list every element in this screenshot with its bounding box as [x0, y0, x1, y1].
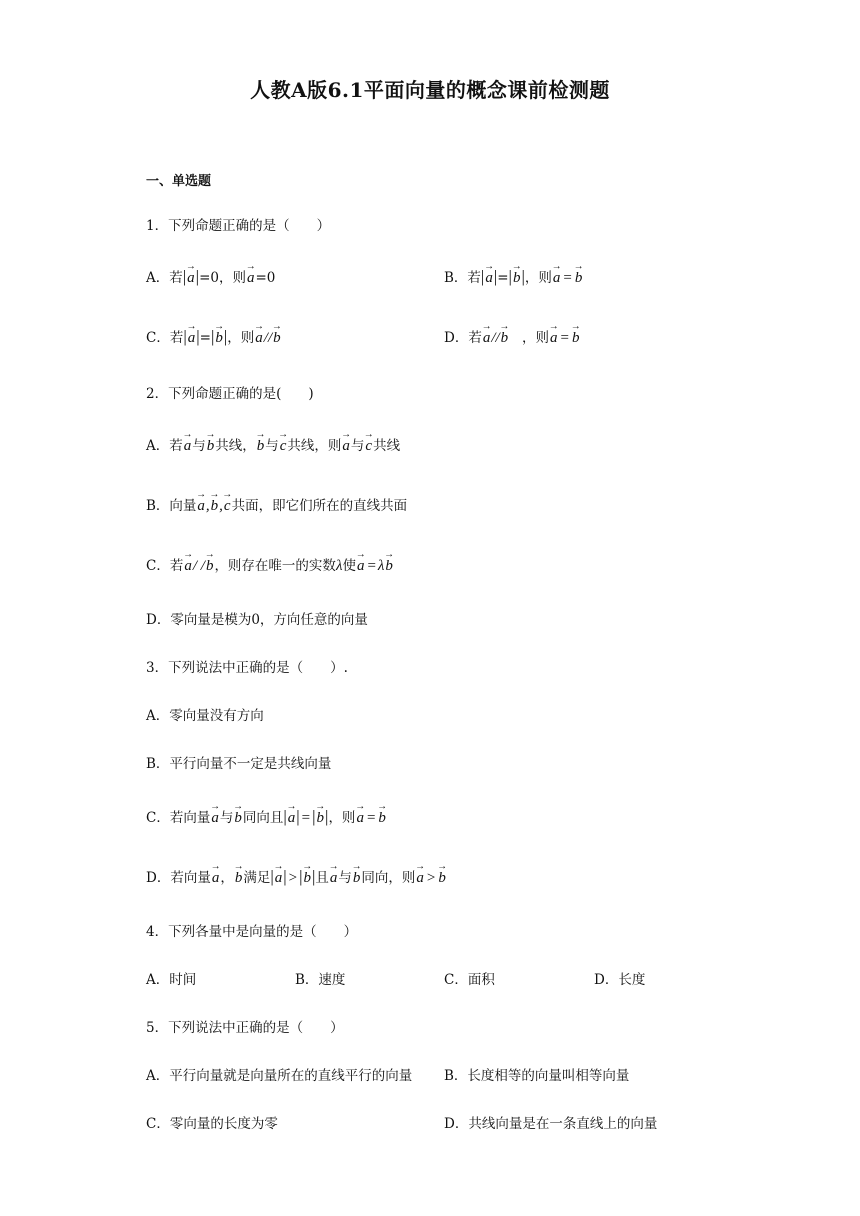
q1-d-concl: ，则 — [522, 330, 550, 346]
q3-d-text-1: D．若向量 — [146, 870, 211, 886]
q3-c-text-2: 与 — [219, 810, 234, 826]
q2-a-text-1: A．若 — [146, 438, 183, 454]
q1-b-mid: = — [497, 270, 509, 286]
q1-option-c[interactable]: C．若|→ a|=|→ b|，则→ a//→ b — [146, 326, 282, 347]
q5-option-a[interactable]: A．平行向量就是向量所在的直线平行的向量 — [146, 1068, 413, 1084]
q4-option-b[interactable]: B．速度 — [295, 972, 346, 988]
q5-option-b[interactable]: B．长度相等的向量叫相等向量 — [444, 1068, 630, 1084]
q2-option-d[interactable] — [146, 608, 368, 628]
q1-a-label: A．若 — [146, 270, 183, 286]
q3-d-text-6: 同向，则 — [361, 870, 416, 886]
q2-d-text-1: D．零向量是模为 — [146, 612, 252, 628]
q2-c-text-3: 使 — [342, 558, 356, 574]
q3-c-text-3: 同向且 — [242, 810, 284, 826]
q2-b-text-1: B．向量 — [146, 498, 197, 514]
q2-a-text-7: 共线 — [373, 438, 401, 454]
q3-c-text-1: C．若向量 — [146, 810, 211, 826]
q1-option-b[interactable]: B．若|→ a|=|→ b|，则→ a =→ b — [444, 266, 583, 287]
page-title: 人教A版6.1平面向量的概念课前检测题 — [250, 78, 610, 102]
q2-c-text-1: C．若 — [146, 558, 184, 574]
q2-d-text-2: ，方向任意的向量 — [259, 612, 368, 628]
q3-d-text-3: 满足 — [243, 870, 271, 886]
q3-stem: 3．下列说法中正确的是（ ）. — [146, 660, 348, 676]
q3-d-text-4: 且 — [315, 870, 329, 886]
q2-c-lambda: λ — [335, 558, 343, 574]
q1-a-concl: =0 — [255, 270, 276, 286]
q2-option-c[interactable]: C．若→ a/ /→ b，则存在唯一的实数λ使→ a = λ→ b — [146, 554, 394, 575]
q3-option-b[interactable]: B．平行向量不一定是共线向量 — [146, 756, 332, 772]
q3-d-text-2: ， — [220, 870, 234, 886]
q5-option-d[interactable]: D．共线向量是在一条直线上的向量 — [444, 1116, 658, 1132]
q3-option-a[interactable]: A．零向量没有方向 — [146, 708, 264, 724]
q1-option-a[interactable]: A．若|→ a|=0，则→ a=0 — [146, 266, 275, 287]
q3-d-text-5: 与 — [338, 870, 352, 886]
q3-option-d[interactable]: D．若向量→ a，→ b满足|→ a| > |→ b|且→ a与→ b同向，则→ a >→ b — [146, 866, 447, 887]
q2-option-a[interactable]: A．若→ a与→ b共线，→ b与→ c共线，则→ a与→ c共线 — [146, 434, 400, 455]
q2-a-text-6: 与 — [350, 438, 365, 454]
q5-option-c[interactable]: C．零向量的长度为零 — [146, 1116, 278, 1132]
q1-c-label: C．若 — [146, 330, 184, 346]
q2-a-text-3: 共线， — [215, 438, 256, 454]
q1-b-label: B．若 — [444, 270, 481, 286]
q2-option-b[interactable]: B．向量→ a,→ b,→ c共面，即它们所在的直线共面 — [146, 494, 407, 515]
q1-option-d[interactable]: D．若→ a//→ b ，则→ a =→ b — [444, 326, 581, 347]
q1-b-concl: ，则 — [524, 270, 552, 286]
q1-c-mid: = — [199, 330, 211, 346]
q1-d-label: D．若 — [444, 330, 482, 346]
q4-option-c[interactable]: C．面积 — [444, 972, 495, 988]
q4-stem: 4．下列各量中是向量的是（ ） — [146, 924, 358, 940]
q1-a-cond: =0，则 — [199, 270, 246, 286]
q4-option-a[interactable]: A．时间 — [146, 972, 197, 988]
q3-c-text-4: ，则 — [328, 810, 356, 826]
q1-c-concl: ，则 — [227, 330, 255, 346]
q2-a-text-2: 与 — [192, 438, 206, 454]
section-heading: 一、单选题 — [146, 174, 212, 189]
q2-a-text-5: 共线，则 — [287, 438, 342, 454]
q4-option-d[interactable]: D．长度 — [594, 972, 646, 988]
q2-a-text-4: 与 — [265, 438, 279, 454]
q3-option-c[interactable]: C．若向量→ a与→ b同向且|→ a| = |→ b|，则→ a =→ b — [146, 806, 387, 827]
q1-stem: 1．下列命题正确的是（ ） — [146, 218, 331, 234]
q2-d-zero: 0 — [251, 612, 260, 628]
q2-c-text-2: ，则存在唯一的实数 — [214, 558, 336, 574]
q2-b-text-2: 共面，即它们所在的直线共面 — [231, 498, 408, 514]
q5-stem: 5．下列说法中正确的是（ ） — [146, 1020, 344, 1036]
q2-stem: 2．下列命题正确的是( ) — [146, 386, 314, 402]
